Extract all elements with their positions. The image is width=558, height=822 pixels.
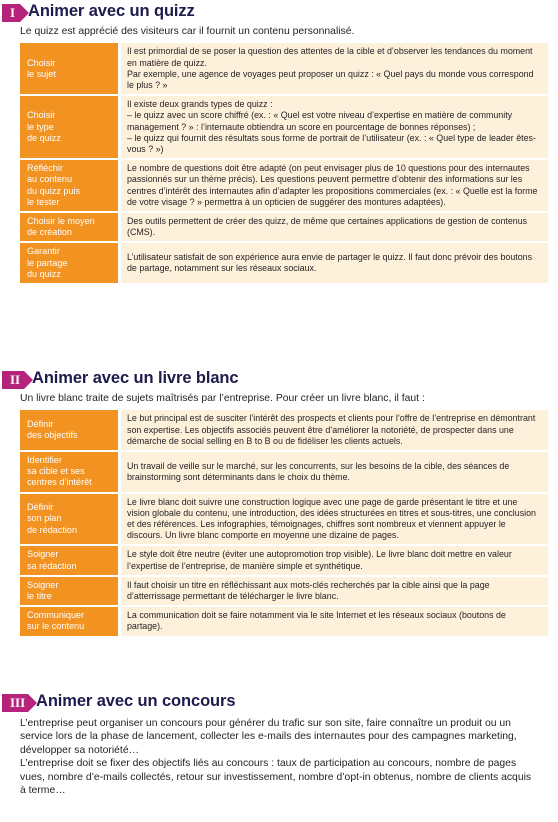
section-title: Animer avec un quizz [28,2,195,20]
section-number-badge: I [2,4,20,22]
section-header [0,3,558,23]
row-label: Communiquer sur le contenu [20,607,121,635]
section-number-badge: III [2,694,28,712]
table-row [20,96,548,158]
section-intro: Un livre blanc traite de sujets maîtrisés par l’entreprise. Pour créer un livre blanc, il faut : [20,393,425,404]
section-number-badge: II [2,371,24,389]
row-label: Réfléchir au contenu du quizz puis le tester [20,160,121,211]
row-text: Il faut choisir un titre en réfléchissant aux mots-clés recherchés par la cible ainsi que la page d’atterrissage permettant de télécharger le livre blanc. [121,577,548,605]
row-label: Choisir le type de quizz [20,96,121,158]
row-text: Le nombre de questions doit être adapté (on peut envisager plus de 10 questions pour des internautes passionnés sur un thème précis). Les questions peuvent permettre d’obtenir des informations sur les centres d’intérêt des internautes afin d’adapter les propositions commerciales (ex. : « Quelle est la forme de votre visage ? » permettra à un opticien de suggérer des montures adaptées). [121,160,548,211]
row-label: Définir son plan de rédaction [20,494,121,545]
table-row [20,213,548,241]
table-row [20,577,548,605]
row-text: Le livre blanc doit suivre une construction logique avec une page de garde présentant le titre et une vision globale du contenu, une introduction, des idées structurées en titres et sous-titres, une conclusion et des références. Les infographies, témoignages, chiffres sont nombreux et viennent appuyer le discours. Un livre blanc comporte en moyenne une dizaine de pages. [121,494,548,545]
row-text: Il existe deux grands types de quizz : – le quizz avec un score chiffré (ex. : « Quel est votre niveau d’expertise en matière de community management ? » : l’internaute obtiendra un score en pourcentage de bonnes réponses) ; – le quizz qui fournit des résultats sous forme de portrait de l’utilisateur (ex. : « Quel type de leader êtes-vous ? ») [121,96,548,158]
section-header [0,693,558,713]
section-title: Animer avec un livre blanc [32,369,239,387]
row-text: Le style doit être neutre (éviter une autopromotion trop visible). Le livre blanc doit mettre en valeur l’expertise de l’entreprise, de manière simple et synthétique. [121,546,548,574]
table-row [20,546,548,574]
section-livre-blanc [0,370,558,638]
table-row [20,494,548,545]
table-row [20,243,548,283]
row-text: La communication doit se faire notamment via le site Internet et les réseaux sociaux (boutons de partage). [121,607,548,635]
table-row [20,410,548,450]
table-row [20,452,548,492]
section-title: Animer avec un concours [36,692,236,710]
row-label: Soigner le titre [20,577,121,605]
table-row [20,43,548,94]
row-text: Le but principal est de susciter l’intérêt des prospects et clients pour l’offre de l’entreprise en démontrant son expertise. Les objectifs associés peuvent être d’améliorer la notoriété, de prospecter dans une démarche de social selling en B to B ou de fidéliser les clients actuels. [121,410,548,450]
row-text: Un travail de veille sur le marché, sur les concurrents, sur les besoins de la cible, des séances de brainstorming sont déterminants dans le choix du thème. [121,452,548,492]
quizz-table [20,41,548,285]
livre-blanc-table [20,408,548,637]
section-concours [0,693,558,797]
row-text: Il est primordial de se poser la question des attentes de la cible et d’observer les tendances du moment en matière de quizz. Par exemple, une agence de voyages peut proposer un quizz : « Quel pays du monde vous correspond le plus ? » [121,43,548,94]
row-text: Des outils permettent de créer des quizz, de même que certaines applications de gestion de contenus (CMS). [121,213,548,241]
paragraph: L’entreprise peut organiser un concours pour générer du trafic sur son site, faire connaître un produit ou un service lors de la phase de lancement, collecter les e-mails des internautes pour des campagnes marketing, développer sa notoriété… [20,718,517,756]
paragraph: L’entreprise doit se fixer des objectifs liés au concours : taux de participation au concours, nombre de pages vues, nombre d’e-mails collectés, retour sur investissement, nombre d’opt-in obtenus, nombre de clients acquis à terme… [20,758,532,797]
table-row [20,160,548,211]
row-label: Définir des objectifs [20,410,121,450]
row-label: Choisir le moyen de création [20,213,121,241]
row-label: Identifier sa cible et ses centres d’intérêt [20,452,121,492]
section-header [0,370,558,390]
row-label: Soigner sa rédaction [20,546,121,574]
row-label: Garantir le partage du quizz [20,243,121,283]
row-label: Choisir le sujet [20,43,121,94]
table-row [20,607,548,635]
section-quizz [0,3,558,285]
section-intro: Le quizz est apprécié des visiteurs car il fournit un contenu personnalisé. [20,26,355,37]
row-text: L’utilisateur satisfait de son expérience aura envie de partager le quizz. Il faut donc prévoir des boutons de partage, notamment sur les réseaux sociaux. [121,243,548,283]
